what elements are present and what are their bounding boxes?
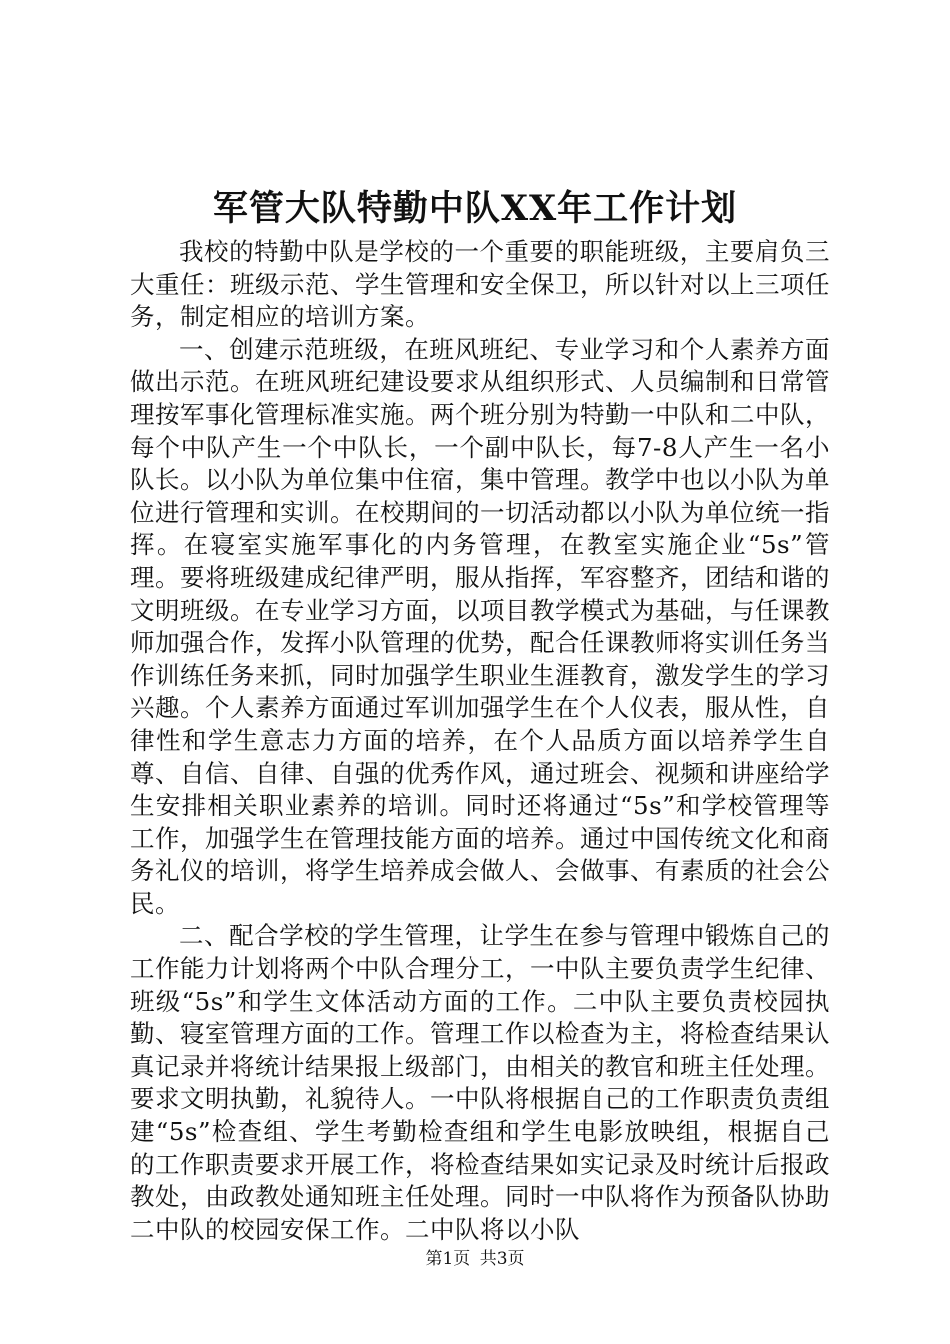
page-number: 第1页 (425, 1249, 471, 1269)
page-total: 共3页 (479, 1249, 525, 1269)
document-title: 军管大队特勤中队XX年工作计划 (212, 188, 738, 229)
paragraph-intro: 我校的特勤中队是学校的一个重要的职能班级，主要肩负三大重任：班级示范、学生管理和安全保卫，所以针对以上三项任务，制定相应的培训方案。 (130, 237, 830, 332)
document-body (130, 236, 830, 1246)
page-footer (0, 1244, 950, 1269)
paragraph-section-2: 二、配合学校的学生管理，让学生在参与管理中锻炼自己的工作能力计划将两个中队合理分工，一中队主要负责学生纪律、班级“5s”和学生文体活动方面的工作。二中队主要负责校园执勤、寝室管理方面的工作。管理工作以检查为主，将检查结果认真记录并将统计结果报上级部门，由相关的教官和班主任处理。要求文明执勤，礼貌待人。一中队将根据自己的工作职责负责组建“5s”检查组、学生考勤检查组和学生电影放映组，根据自己的工作职责要求开展工作，将检查结果如实记录及时统计后报政教处，由政教处通知班主任处理。同时一中队将作为预备队协助二中队的校园安保工作。二中队将以小队 (130, 921, 830, 1244)
paragraph-section-1: 一、创建示范班级，在班风班纪、专业学习和个人素养方面做出示范。在班风班纪建设要求从组织形式、人员编制和日常管理按军事化管理标准实施。两个班分别为特勤一中队和二中队，每个中队产生一个中队长，一个副中队长，每7-8人产生一名小队长。以小队为单位集中住宿，集中管理。教学中也以小队为单位进行管理和实训。在校期间的一切活动都以小队为单位统一指挥。在寝室实施军事化的内务管理，在教室实施企业“5s”管理。要将班级建成纪律严明，服从指挥，军容整齐，团结和谐的文明班级。在专业学习方面，以项目教学模式为基础，与任课教师加强合作，发挥小队管理的优势，配合任课教师将实训任务当作训练任务来抓，同时加强学生职业生涯教育，激发学生的学习兴趣。个人素养方面通过军训加强学生在个人仪表，服从性，自律性和学生意志力方面的培养，在个人品质方面以培养学生自尊、自信、自律、自强的优秀作风，通过班会、视频和讲座给学生安排相关职业素养的培训。同时还将通过“5s”和学校管理等工作，加强学生在管理技能方面的培养。通过中国传统文化和商务礼仪的培训，将学生培养成会做人、会做事、有素质的社会公民。 (130, 334, 830, 918)
